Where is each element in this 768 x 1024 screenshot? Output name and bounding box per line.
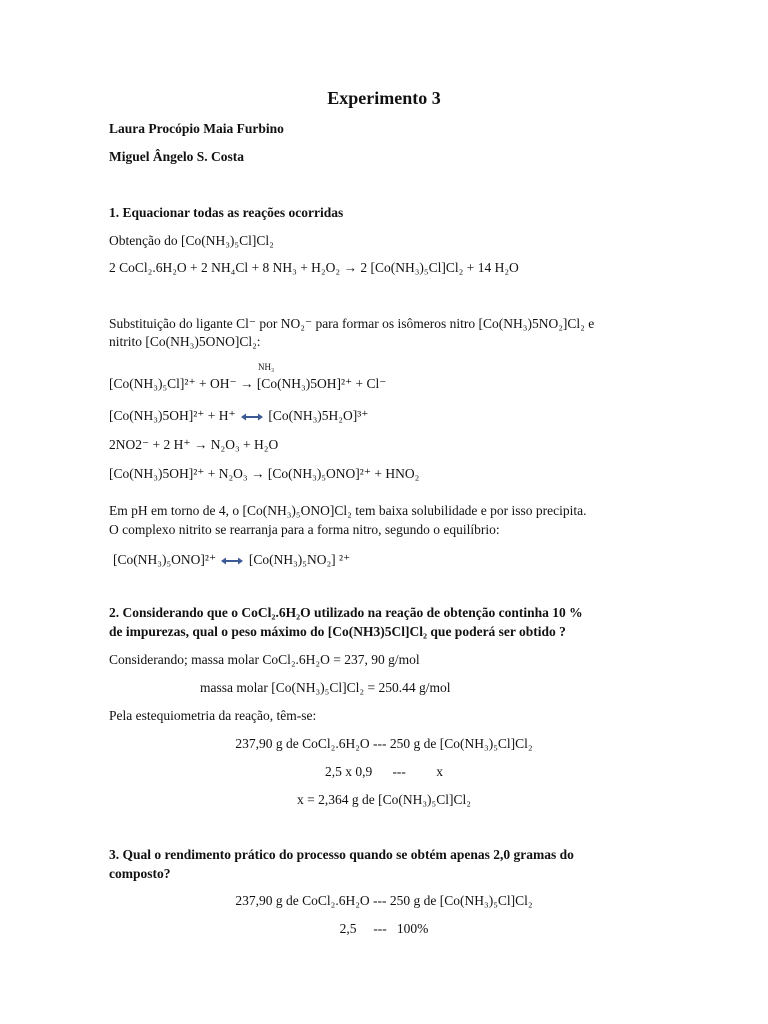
q1-substituicao-line-1: Substituição do ligante Cl⁻ por NO₂⁻ para formar os isômeros nitro [Co(NH₃)5NO₂]Cl₂ e [109,316,595,331]
q1-equation-5: [Co(NH₃)5OH]²⁺ + N₂O₃ → [Co(NH₃)₅ONO]²⁺ + HNO₂ [109,466,420,481]
q1-equation-1: 2 CoCl₂.6H₂O + 2 NH₄Cl + 8 NH₃ + H₂O₂ → 2 [Co(NH₃)₅Cl]Cl₂ + 14 H₂O [109,260,519,275]
q1-equation-6 [113,552,350,568]
q1-equation-2: [Co(NH₃)₅Cl]²⁺ + OH⁻ → [Co(NH₃)5OH]²⁺ + Cl⁻ [109,376,387,391]
q2-massa-molar: massa molar [Co(NH₃)₅Cl]Cl₂ = 250.44 g/mol [200,680,451,695]
equilibrium-arrow-icon [241,412,263,422]
q2-considerando: Considerando; massa molar CoCl₂.6H₂O = 237, 90 g/mol [109,652,420,667]
q3-heading-line-1: 3. Qual o rendimento prático do processo quando se obtém apenas 2,0 gramas do [109,847,574,862]
q3-calc-2: 2,5 --- 100% [339,921,429,936]
q1-equation-3 [109,408,368,424]
q1-equation-4: 2NO2⁻ + 2 H⁺ → N₂O₃ + H₂O [109,437,279,452]
q1-substituicao-line-2: nitrito [Co(NH₃)5ONO]Cl₂: [109,334,261,349]
q1-ph-line-2: O complexo nitrito se rearranja para a forma nitro, segundo o equilíbrio: [109,522,500,537]
eq6-right: [Co(NH₃)₅NO₂] ²⁺ [248,552,351,567]
q2-calc-1: 237,90 g de CoCl₂.6H₂O --- 250 g de [Co(NH₃)₅Cl]Cl₂ [235,736,533,751]
q1-ph-line-1: Em pH em torno de 4, o [Co(NH₃)₅ONO]Cl₂ tem baixa solubilidade e por isso precipita. [109,503,587,518]
q1-heading: 1. Equacionar todas as reações ocorridas [109,205,344,220]
q2-pela-estequiometria: Pela estequiometria da reação, têm-se: [109,708,317,723]
equilibrium-arrow-icon [221,556,243,566]
q2-heading-line-2: de impurezas, qual o peso máximo do [Co(NH3)5Cl]Cl₂ que poderá ser obtido ? [109,624,566,639]
q1-obtencao: Obtenção do [Co(NH₃)₅Cl]Cl₂ [109,233,274,248]
q3-heading-line-2: composto? [109,866,171,881]
author-2: Miguel Ângelo S. Costa [109,149,244,164]
eq3-left: [Co(NH₃)5OH]²⁺ + H⁺ [109,408,236,423]
eq6-left: [Co(NH₃)₅ONO]²⁺ [113,552,217,567]
q3-calc-1: 237,90 g de CoCl₂.6H₂O --- 250 g de [Co(NH₃)₅Cl]Cl₂ [235,893,533,908]
q2-calc-3: x = 2,364 g de [Co(NH₃)₅Cl]Cl₂ [297,792,471,807]
q2-calc-2: 2,5 x 0,9 --- x [324,764,444,779]
nh3-label: NH₃ [258,362,275,372]
eq3-right: [Co(NH₃)5H₂O]³⁺ [268,408,369,423]
page-title: Experimento 3 [327,88,441,108]
q2-heading-line-1: 2. Considerando que o CoCl₂.6H₂O utilizado na reação de obtenção continha 10 % [109,605,583,620]
author-1: Laura Procópio Maia Furbino [109,121,284,136]
